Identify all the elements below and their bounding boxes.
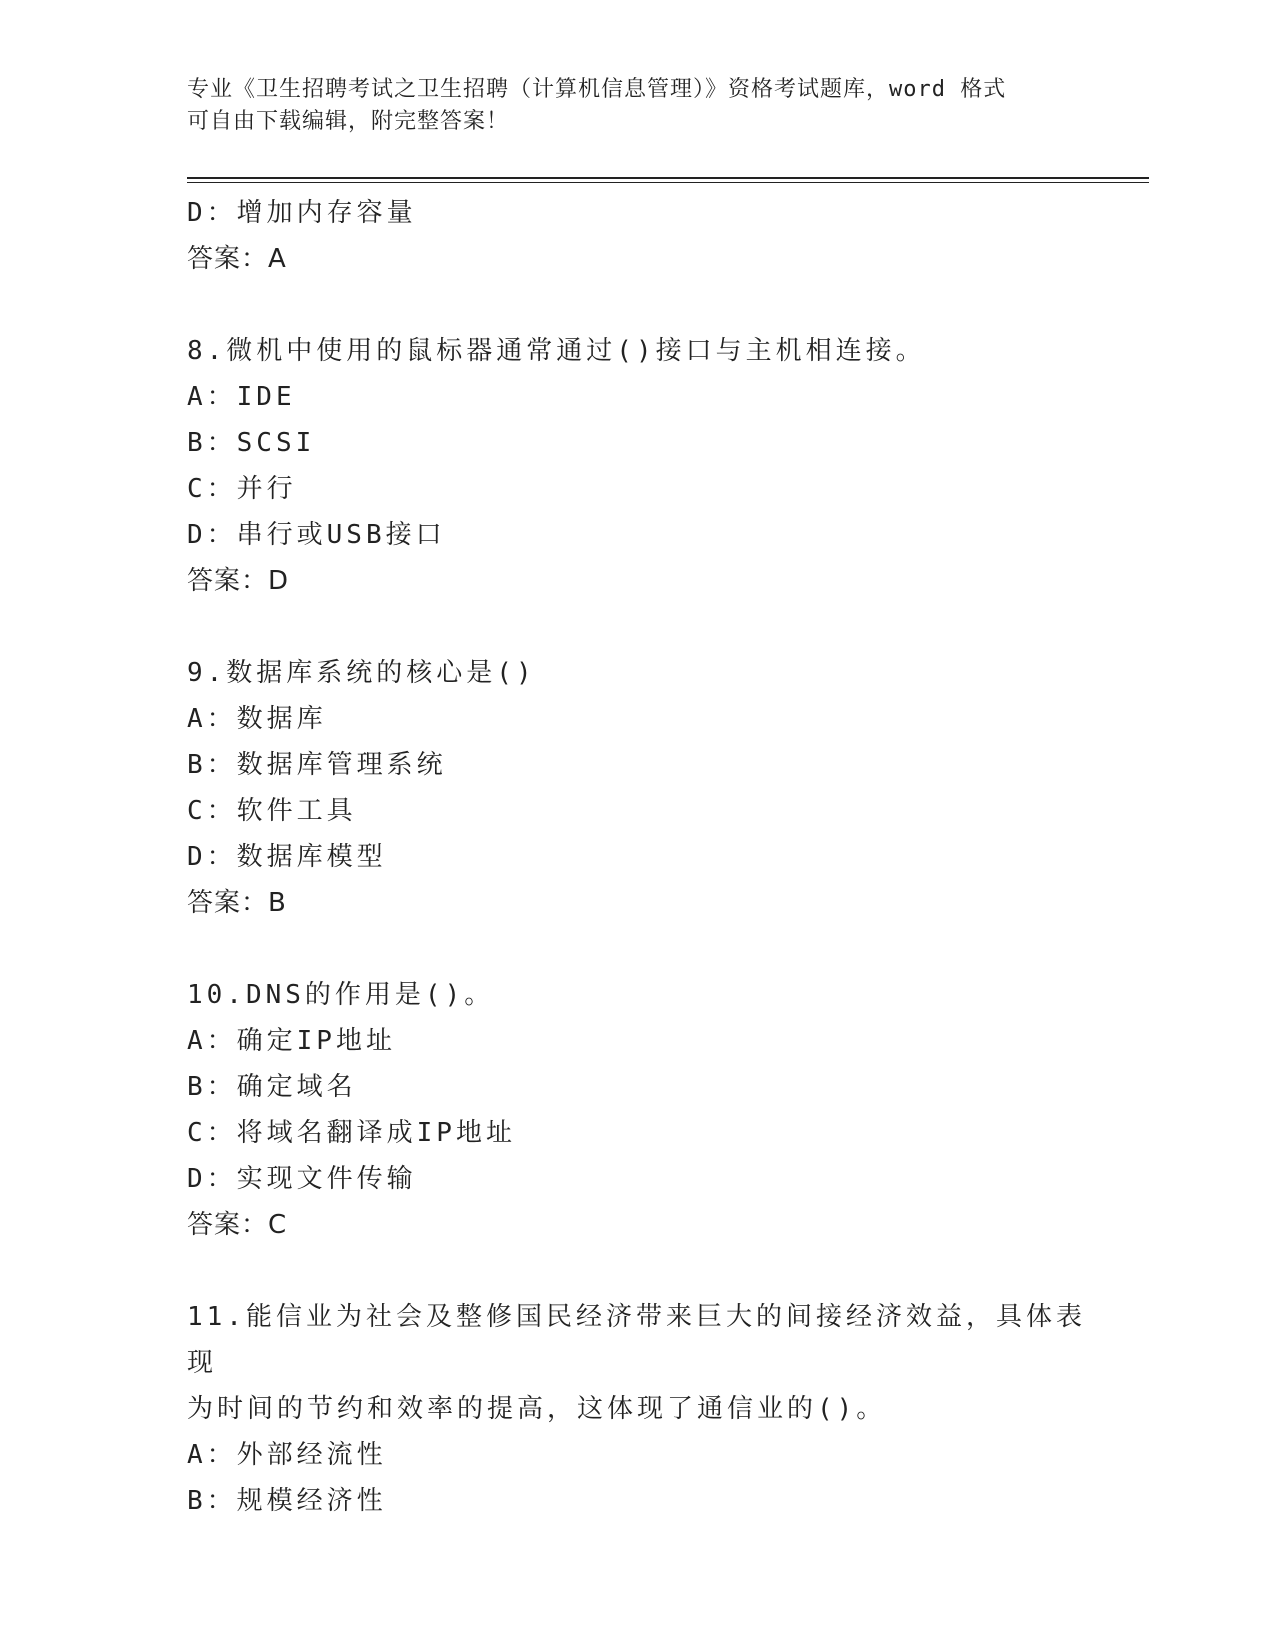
question-11: [187, 1294, 1087, 1524]
question-stem: 10.DNS的作用是()。: [187, 980, 495, 1010]
option-c: C：软件工具: [187, 796, 357, 826]
header-line-2: 可自由下载编辑，附完整答案！: [187, 109, 510, 134]
question-stem: 9.数据库系统的核心是(): [187, 658, 536, 688]
header-divider-thin: [187, 182, 1149, 183]
question-9: [187, 650, 1087, 926]
option-c: C：并行: [187, 474, 297, 504]
answer: 答案：C: [187, 1210, 288, 1240]
question-stem: 8.微机中使用的鼠标器通常通过()接口与主机相连接。: [187, 336, 926, 366]
question-8: [187, 328, 1087, 604]
option-b: B：SCSI: [187, 428, 316, 458]
header-line-1: 专业《卫生招聘考试之卫生招聘（计算机信息管理）》资格考试题库，word 格式: [187, 77, 1007, 102]
option-b: B：规模经济性: [187, 1486, 387, 1516]
document-header: [187, 74, 1067, 138]
answer: 答案：A: [187, 244, 287, 274]
question-10: [187, 972, 1087, 1248]
answer: 答案：D: [187, 566, 290, 596]
option-a: A：数据库: [187, 704, 327, 734]
option-d: D：实现文件传输: [187, 1164, 417, 1194]
option-d: D：串行或USB接口: [187, 520, 446, 550]
question-list: [187, 190, 1087, 1524]
answer: 答案：B: [187, 888, 287, 918]
question-stem-line-1: 11.能信业为社会及整修国民经济带来巨大的间接经济效益，具体表现: [187, 1302, 1086, 1378]
question-stem-line-2: 为时间的节约和效率的提高，这体现了通信业的()。: [187, 1394, 887, 1424]
header-divider-thick: [187, 177, 1149, 179]
option-a: A：外部经流性: [187, 1440, 387, 1470]
option-a: A：确定IP地址: [187, 1026, 396, 1056]
question-7-tail: [187, 190, 1087, 282]
option-d: D：增加内存容量: [187, 198, 417, 228]
option-c: C：将域名翻译成IP地址: [187, 1118, 516, 1148]
option-d: D：数据库模型: [187, 842, 387, 872]
option-b: B：数据库管理系统: [187, 750, 447, 780]
option-a: A：IDE: [187, 382, 296, 412]
option-b: B：确定域名: [187, 1072, 357, 1102]
